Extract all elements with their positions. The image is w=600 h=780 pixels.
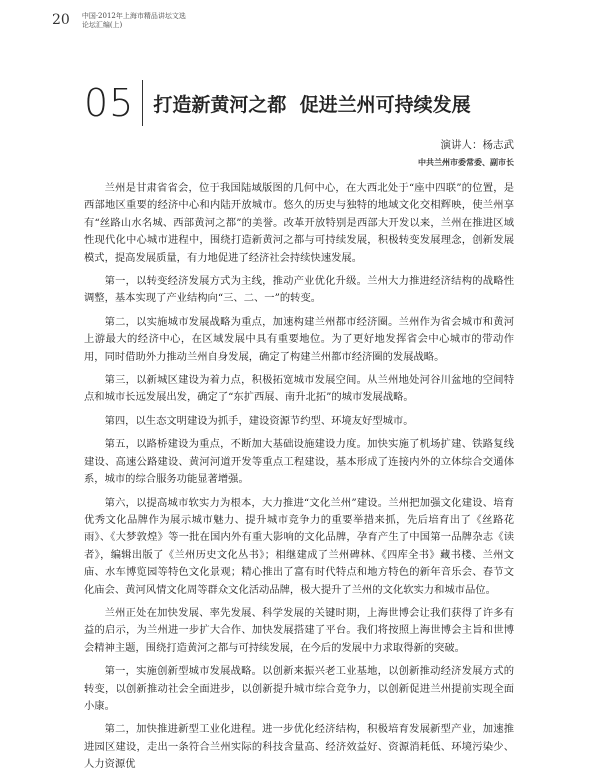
- paragraph: 第二，加快推进新型工业化进程。进一步优化经济结构，积极培育发展新型产业，加速推进园区建设，走出一条符合兰州实际的科技含量高、经济效益好、资源消耗低、环境污染少、人力资源优: [84, 723, 514, 771]
- chapter-number: 05: [84, 81, 135, 125]
- paragraph: 第二，以实施城市发展战略为重点，加速构建兰州都市经济圈。兰州作为省会城市和黄河上游最大的经济中心，在区域发展中具有重要地位。为了更好地发挥省会中心城市的带动作用，同时借助外力推动兰州自身发展，确定了构建兰州都市经济圈的发展战略。: [84, 315, 514, 363]
- running-header: [52, 12, 186, 30]
- title-divider: [142, 80, 143, 126]
- title-block: [84, 80, 471, 126]
- paragraph: 兰州是甘肃省省会，位于我国陆域版图的几何中心，在大西北处于“座中四联”的位置，是西部地区重要的经济中心和内陆开放城市。悠久的历史与独特的地域文化交相辉映，使兰州享有“丝路山水名城、西部黄河之都”的美誉。改革开放特别是西部大开发以来，兰州在推进区域性现代化中心城市进程中，围绕打造新黄河之都与可持续发展，积极转变发展理念，创新发展模式，提高发展质量，有力地促进了经济社会持续快速发展。: [84, 182, 514, 264]
- page-number: 20: [52, 12, 70, 28]
- series-info: [82, 12, 186, 30]
- paragraph: 第三，以新城区建设为着力点，积极拓宽城市发展空间。从兰州地处河谷川盆地的空间特点和城市长远发展出发，确定了“东扩西展、南升北拓”的城市发展战略。: [84, 374, 514, 404]
- chapter-title: 打造新黄河之都 促进兰州可持续发展: [153, 93, 471, 116]
- series-title: 中国·2012年上海市精品讲坛文选: [81, 12, 186, 20]
- series-subtitle: 论坛汇编(上): [81, 21, 123, 29]
- paragraph: 第六，以提高城市软实力为根本，大力推进“文化兰州”建设。兰州把加强文化建设、培育优秀文化品牌作为展示城市魅力、提升城市竞争力的重要举措来抓，先后培育出了《丝路花雨》、《大梦敦煌》等一批在国内外有重大影响的文化品牌，孕育产生了中国第一品牌杂志《读者》，编辑出版了《兰州历史文化丛书》；相继建成了兰州碑林、《四库全书》藏书楼、兰州文庙、水车博览园等特色文化景观；精心推出了富有时代特点和地方特色的新年音乐会、春节文化庙会、黄河风情文化周等群众文化活动品牌，极大提升了兰州的文化软实力和城市品位。: [84, 496, 514, 596]
- paragraph: 第一，实施创新型城市发展战略。以创新来振兴老工业基地，以创新推动经济发展方式的转变，以创新推动社会全面进步，以创新提升城市综合竞争力，以创新促进兰州提前实现全面小康。: [84, 665, 514, 712]
- paragraph: 第一，以转变经济发展方式为主线，推动产业优化升级。兰州大力推进经济结构的战略性调整，基本实现了产业结构向“三、二、一”的转变。: [84, 275, 514, 305]
- speaker-affiliation: 中共兰州市委常委、副市长: [418, 157, 514, 167]
- paragraph: 第五，以路桥建设为重点，不断加大基础设施建设力度。加快实施了机场扩建、铁路复线建设、高速公路建设、黄河河道开发等重点工程建设，基本形成了连接内外的立体综合交通体系，城市的综合服务功能显著增强。: [84, 438, 514, 486]
- speaker-line: 演讲人：杨志武: [440, 139, 514, 151]
- paragraph: 第四，以生态文明建设为抓手，建设资源节约型、环境友好型城市。: [104, 414, 414, 427]
- paragraph: 兰州正处在加快发展、率先发展、科学发展的关键时期，上海世博会让我们获得了许多有益的启示，为兰州进一步扩大合作、加快发展搭建了平台。我们将按照上海世博会主旨和世博会精神主题，围绕打造黄河之都与可持续发展，在今后的发展中力求取得新的突破。: [84, 606, 514, 654]
- article-body: [84, 180, 514, 780]
